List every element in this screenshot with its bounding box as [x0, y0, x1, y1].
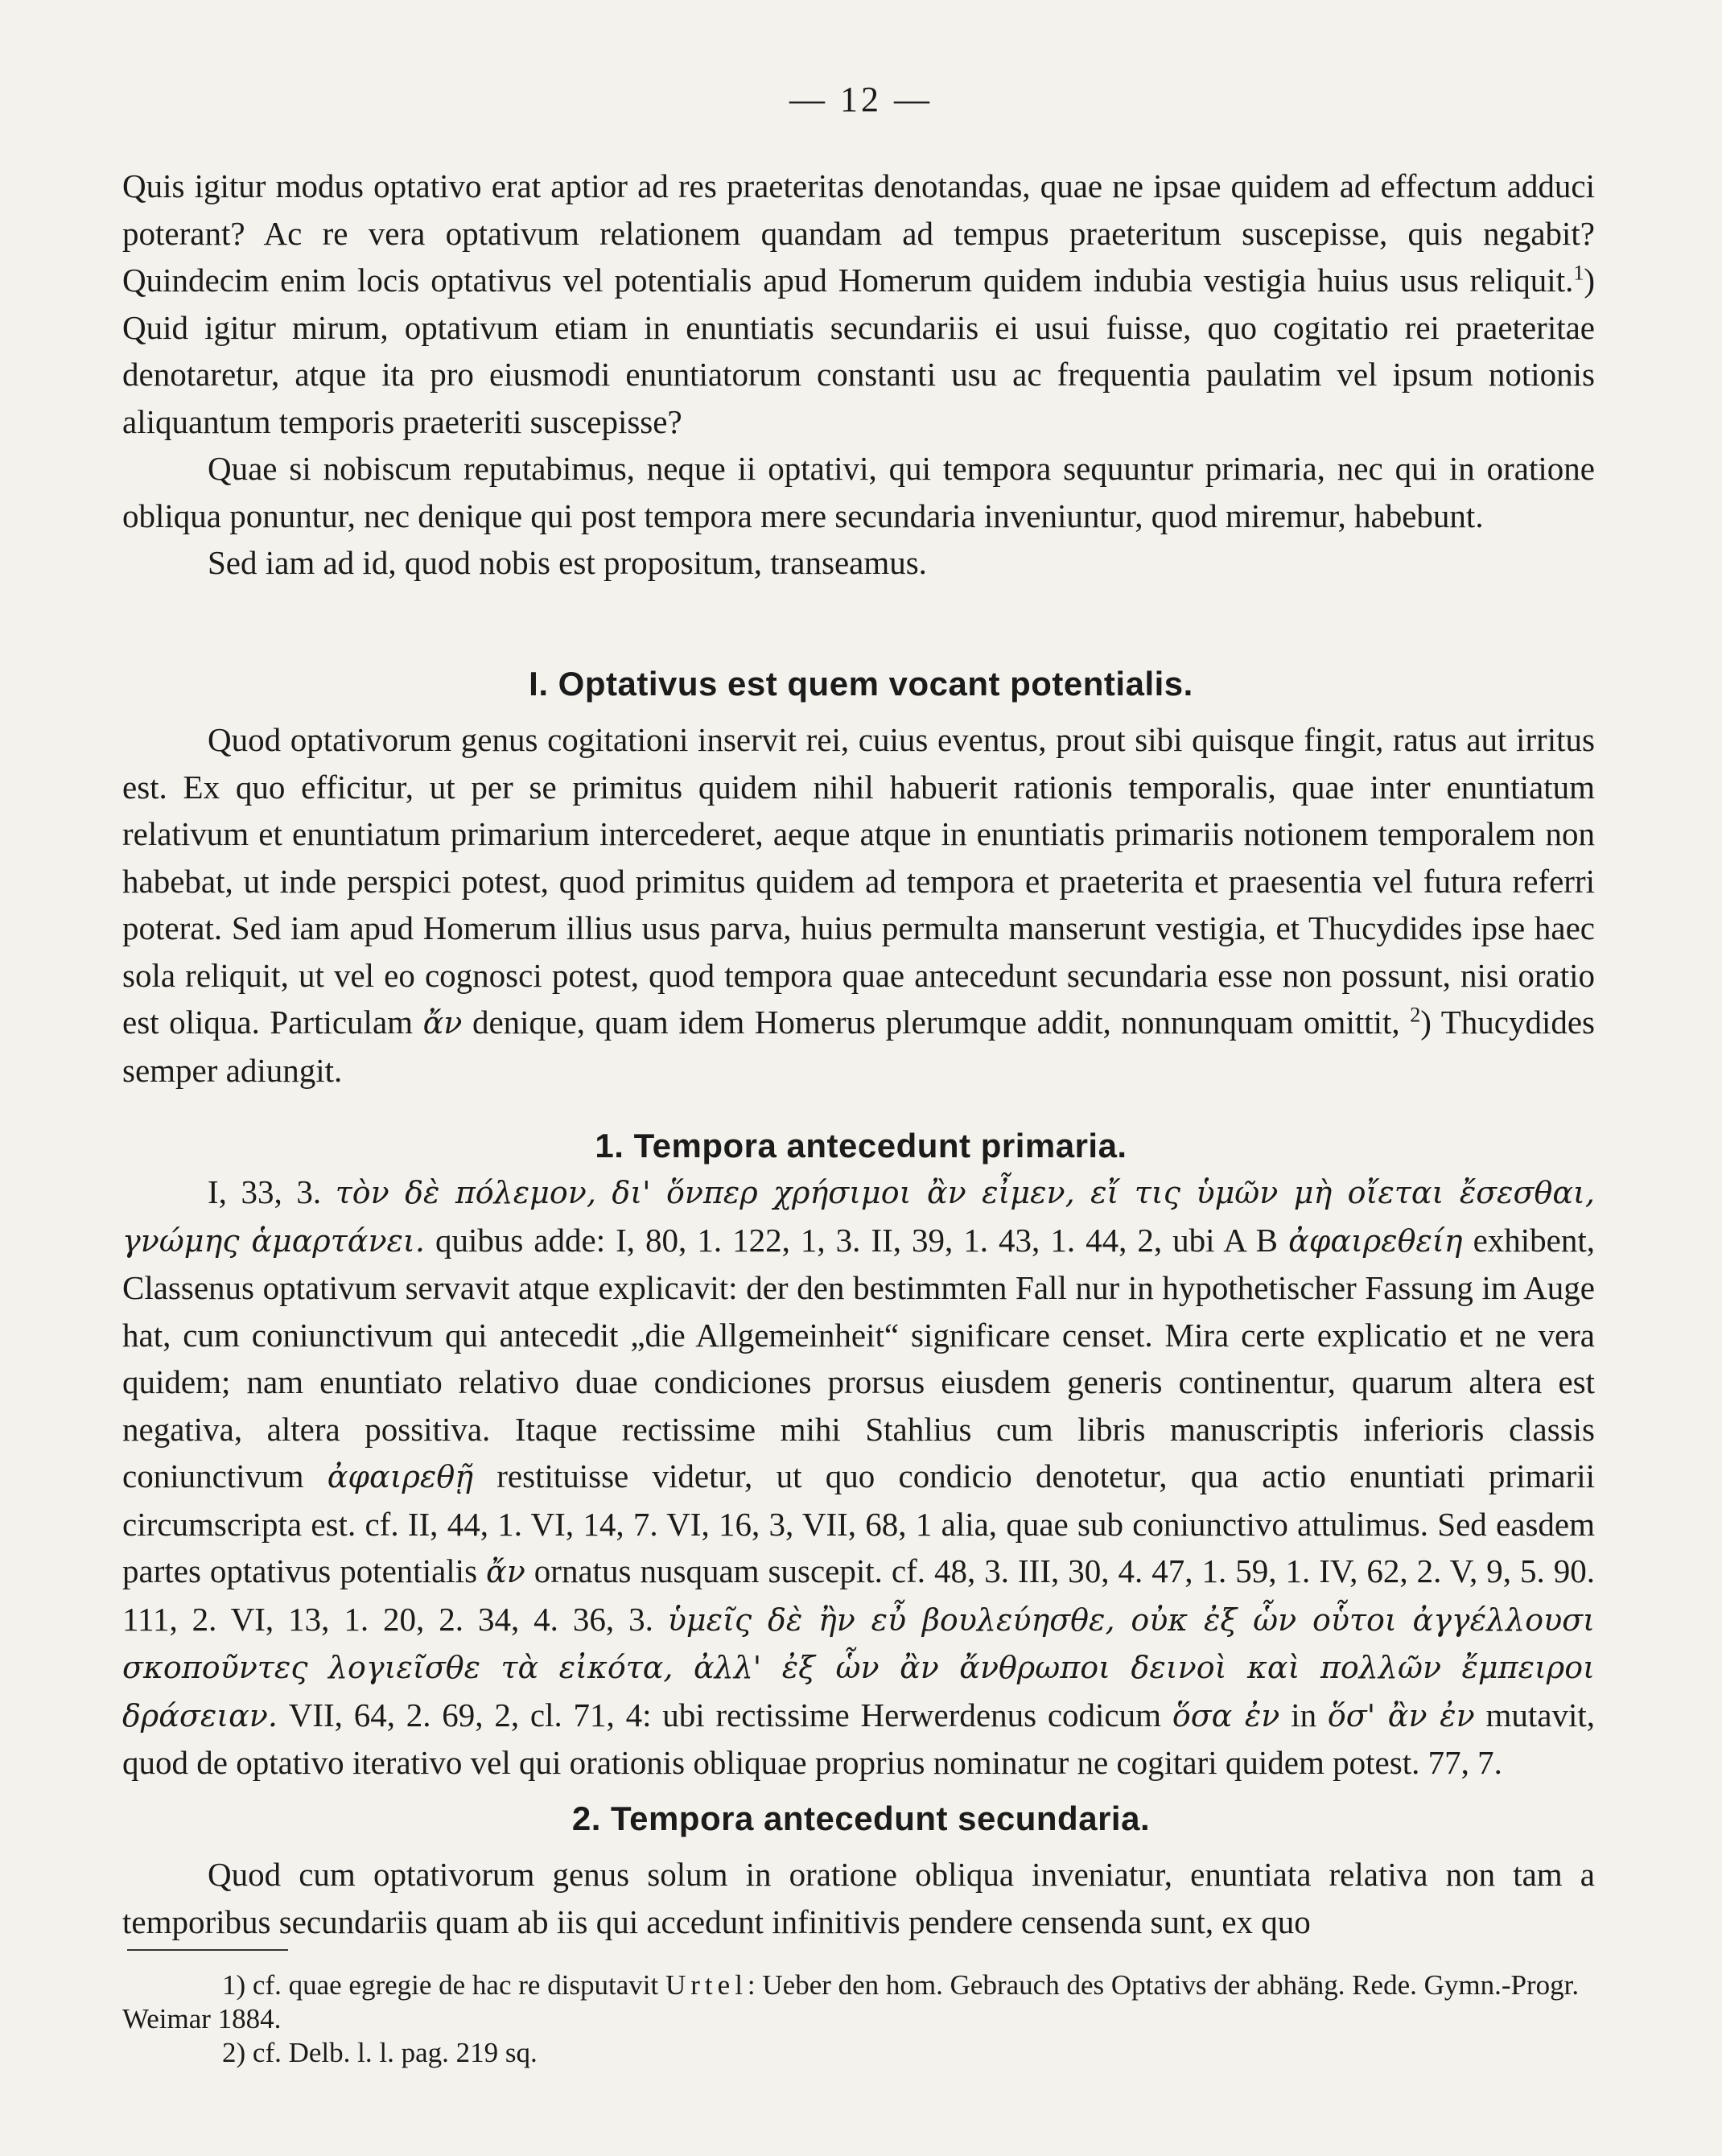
- greek-word-6: ὅσα ἐν: [1172, 1697, 1280, 1733]
- paragraph-1-continuation: Quid igitur mirum, optativum etiam in enuntiatis secundariis ei usui fuisse, quo cogitatio rei praeteritae denotaretur, atque ita pro eiusmodi enuntiatorum constanti usu ac frequentia paulatim vel ipsum notionis aliquantum temporis praeteriti suscepisse?: [122, 308, 1595, 440]
- footnote-1-author: Urtel: [665, 1969, 748, 2001]
- greek-quote-1: τὸν δὲ πόλεμον, δι' ὅνπερ χρήσιμοι ἂν εἶμεν, εἴ τις ὑμῶν μὴ οἴεται ἔσεσθαι, γνώμης ἁμαρτάνει.: [122, 1175, 1596, 1259]
- footnote-1-text-a: 1) cf. quae egregie de hac re disputavit: [222, 1969, 659, 2001]
- subsection-heading-1: 1. Tempora antecedunt primaria.: [595, 1127, 1127, 1165]
- paragraph-1-text: Quis igitur modus optativo erat aptior ad res praeteritas denotandas, quae ne ipsae quidem ad effectum adduci poterant? Ac re vera optativum relationem quandam ad tempus praeteritum suscepisse, quis negabit? Quindecim enim locis optativus vel potentialis apud Homerum quidem indubia vestigia huius usus reliquit.: [122, 167, 1595, 299]
- section-heading-main: I. Optativus est quem vocant potentialis.: [529, 665, 1193, 703]
- section-1-block: [122, 716, 1595, 1094]
- footnotes: [122, 1968, 1595, 2070]
- footnote-1-text-b: : Ueber den hom. Gebrauch des Optativs der abhäng. Rede. Gymn.-Progr. Weimar 1884.: [122, 1969, 1580, 2034]
- greek-word-3: ἀφαιρεθῇ: [327, 1459, 473, 1494]
- subsection-1-text-b: exhibent, Classenus optativum servavit atque explicavit: der den bestimmten Fall nur in hypothetischer Fassung im Auge hat, cum coniunctivum qui antecedit „die Allgemeinheit“ significare censet. Mira certe explicatio et ne vera quidem; nam enuntiato relativo duae condiciones prorsus eiusdem generis continentur, quarum altera est negativa, altera possitiva. Itaque rectissime mihi Stahlius cum libris manuscriptis inferioris classis coniunctivum: [122, 1221, 1596, 1494]
- section-1-text-b: denique, quam idem Homerus plerumque addit, nonnunquam omittit,: [462, 1004, 1400, 1041]
- section-1-text-a: Quod optativorum genus cogitationi inservit rei, cuius eventus, prout sibi quisque fingit, ratus aut irritus est. Ex quo efficitur, ut per se primitus quidem nihil habuerit rationis temporalis, quae inter enuntiatum relativum et enuntiatum primarium intercederet, aeque atque in enuntiatis primariis notionem temporalem non habebat, ut inde perspici potest, quod primitus quidem ad tempora et praeterita et praesentia vel futura referri poterat. Sed iam apud Homerum illius usus parva, huius permulta manserunt vestigia, et Thucydides ipse haec sola reliquit, ut vel eo cognosci potest, quod tempora quae antecedunt secundaria esse non possunt, nisi oratio est oliqua. Particulam: [122, 721, 1595, 1041]
- subsection-1-text-g: mutavit, quod de optativo iterativo vel qui orationis obliquae proprius nominatur ne cogitari quidem potest. 77, 7.: [122, 1696, 1595, 1781]
- intro-block: [122, 163, 1595, 587]
- greek-particle: ἄν: [422, 1005, 463, 1041]
- greek-word-4: ἄν: [486, 1554, 525, 1589]
- subsection-1-text-e: VII, 64, 2. 69, 2, cl. 71, 4: ubi rectissime Herwerdenus codicum: [277, 1696, 1162, 1733]
- section-1-paragraph: Quod optativorum genus cogitationi inservit rei, cuius eventus, prout sibi quisque fingit, ratus aut irritus est. Ex quo efficitur, ut per se primitus quidem nihil habuerit rationis temporalis, quae inter enuntiatum relativum et enuntiatum primarium intercederet, aeque atque in enuntiatis primariis notionem temporalem non habebat, ut inde perspici potest, quod primitus quidem ad tempora et praeterita et praesentia vel futura referri poterat. Sed iam apud Homerum illius usus parva, huius permulta manserunt vestigia, et Thucydides ipse haec sola reliquit, ut vel eo cognosci potest, quod tempora quae antecedunt secundaria esse non possunt, nisi oratio est oliqua. Particulam ἄν denique, quam idem Homerus plerumque addit, nonnunquam omittit, $^2$) Thucydides semper adiungit.: [122, 721, 1596, 1089]
- subsection-heading-2: 2. Tempora antecedunt secundaria.: [571, 1799, 1151, 1837]
- greek-quote-5: ὑμεῖς δὲ ἢν εὖ βουλεύησθε, οὐκ ἐξ ὧν οὗτοι ἀγγέλλουσι σκοποῦντες λογιεῖσθε τὰ εἰκότα, ἀλλ' ἐξ ὧν ἂν ἄνθρωποι δεινοὶ καὶ πολλῶν ἔμπειροι δράσειαν.: [122, 1602, 1596, 1733]
- paragraph-2: Quae si nobiscum reputabimus, neque ii optativi, qui tempora sequuntur primaria, nec qui in oratione obliqua ponuntur, nec denique qui post tempora mere secundaria inveniuntur, quod miremur, habebunt.: [122, 450, 1595, 534]
- footnote-2: 2) cf. Delb. l. l. pag. 219 sq.: [222, 2037, 538, 2068]
- subsection-2-block: [122, 1851, 1595, 1945]
- subsection-1-text-f: in: [1279, 1696, 1317, 1733]
- footnote-ref-2[interactable]: 2: [1410, 1003, 1421, 1027]
- paragraph-3: Sed iam ad id, quod nobis est propositum, transeamus.: [208, 544, 927, 581]
- footnote-ref-1[interactable]: 1: [1573, 261, 1584, 285]
- subsection-2-paragraph: Quod cum optativorum genus solum in oratione obliqua inveniatur, enuntiata relativa non tam a temporibus secundariis quam ab iis qui accedunt infinitivis pendere censenda sunt, ex quo: [122, 1856, 1595, 1940]
- page-number: — 12 —: [789, 80, 933, 119]
- subsection-1-paragraph: [122, 1169, 1595, 1787]
- subsection-1-text-a: quibus adde: I, 80, 1. 122, 1, 3. II, 39, 1. 43, 1. 44, 2, ubi A B: [424, 1221, 1279, 1259]
- subsection-1-text-c: restituisse videtur, ut quo condicio denotetur, qua actio enuntiati primarii circumscripta est. cf. II, 44, 1. VI, 14, 7. VI, 16, 3, VII, 68, 1 alia, quae sub coniunctivo attulimus. Sed easdem partes optativus potentialis: [122, 1457, 1596, 1589]
- citation-ref: I, 33, 3.: [208, 1173, 322, 1210]
- subsection-1-block: [122, 1169, 1595, 1787]
- greek-word-2: ἀφαιρεθείη: [1288, 1222, 1463, 1259]
- greek-word-7: ὅσ' ἂν ἐν: [1327, 1697, 1475, 1733]
- subsection-1-text-d: ornatus nusquam suscepit. cf. 48, 3. III, 30, 4. 47, 1. 59, 1. IV, 62, 2. V, 9, 5. 90. 111, 2. VI, 13, 1. 20, 2. 34, 4. 36, 3.: [122, 1552, 1595, 1638]
- footnote-divider: [127, 1949, 288, 1951]
- footnote-1: [122, 1968, 1595, 2036]
- section-1-text-c: Thucydides semper adiungit.: [122, 1004, 1596, 1089]
- paragraph-1: Quis igitur modus optativo erat aptior ad res praeteritas denotandas, quae ne ipsae quidem ad effectum adduci poterant? Ac re vera optativum relationem quandam ad tempus praeteritum suscepisse, quis negabit? Quindecim enim locis optativus vel potentialis apud Homerum quidem indubia vestigia huius usus reliquit.$^1$) Quid igitur mirum, optativum etiam in enuntiatis secundariis ei usui fuisse, quo cogitatio rei praeteritae denotaretur, atque ita pro eiusmodi enuntiatorum constanti usu ac frequentia paulatim vel ipsum notionis aliquantum temporis praeteriti suscepisse?: [122, 167, 1595, 440]
